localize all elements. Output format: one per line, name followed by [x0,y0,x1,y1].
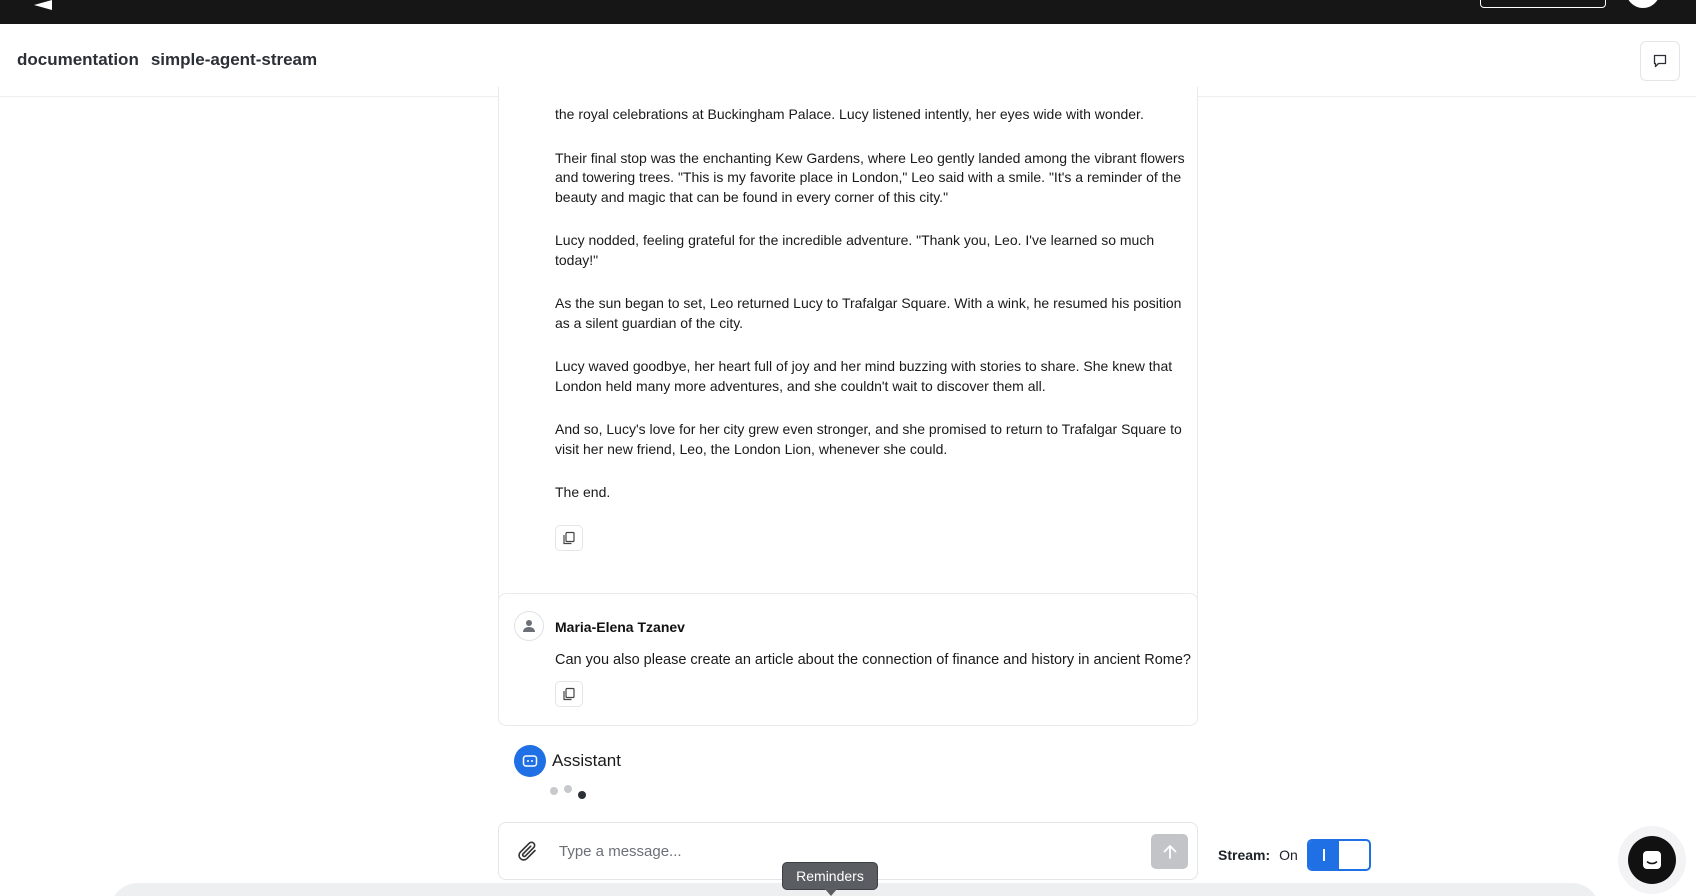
assistant-header [514,745,621,777]
user-message-author: Maria-Elena Tzanev [555,619,685,635]
breadcrumb-project[interactable]: documentation [17,50,139,69]
account-avatar[interactable] [1626,0,1660,8]
story-paragraph: And so, Lucy's love for her city grew even stronger, and she promised to return to Trafalgar Square to visit her new friend, Leo, the London Lion, whenever she could. [555,421,1182,457]
user-icon [521,618,537,634]
story-paragraph: Lucy waved goodbye, her heart full of joy and her mind buzzing with stories to share. She knew that London held many more adventures, and she couldn't wait to discover them all. [555,358,1173,394]
chat-panel-button[interactable] [1640,41,1680,81]
send-button[interactable] [1151,834,1188,869]
reminders-tooltip: Reminders [782,862,878,890]
assistant-message-card [498,87,1198,672]
chat-area [0,97,1696,896]
toggle-on-segment [1309,841,1339,869]
support-chat-button[interactable] [1628,836,1676,884]
story-paragraph: the royal celebrations at Buckingham Palace. Lucy listened intently, her eyes wide with wonder. [555,106,1144,122]
stream-control [1218,839,1371,871]
copy-icon [562,531,576,545]
user-message-card [498,593,1198,726]
avatar [514,611,544,641]
chat-icon [1640,848,1664,872]
breadcrumb [17,50,317,70]
story-paragraph: The end. [555,484,611,500]
top-bar [0,0,1696,24]
attach-button[interactable] [513,837,543,867]
logo-icon[interactable] [34,0,52,10]
story-paragraph: As the sun began to set, Leo returned Lucy to Trafalgar Square. With a wink, he resumed his position as a silent guardian of the city. [555,295,1182,331]
arrow-up-icon [1161,843,1179,861]
typing-dot [550,787,558,795]
stream-state: On [1279,847,1298,863]
bot-icon [514,745,546,777]
stream-toggle[interactable] [1307,839,1371,871]
copy-button[interactable] [555,681,583,707]
user-message-text: Can you also please create an article about the connection of finance and history in ancient Rome? [555,652,1191,668]
paperclip-icon [515,839,541,865]
assistant-message-text [555,105,1187,527]
bot-face-icon [521,752,539,770]
copy-button[interactable] [555,525,583,551]
story-paragraph: Their final stop was the enchanting Kew Gardens, where Leo gently landed among the vibrant flowers and towering trees. "This is my favorite place in London," Leo said with a smile. "It's a reminder of the beauty and magic that can be found in every corner of this city." [555,149,1185,205]
top-bar-button[interactable] [1480,0,1606,8]
message-square-icon [1652,53,1668,69]
copy-icon [562,687,576,701]
typing-dot [564,785,572,793]
assistant-label: Assistant [552,751,621,770]
typing-indicator [550,785,586,799]
story-paragraph: Lucy nodded, feeling grateful for the incredible adventure. "Thank you, Leo. I've learned so much today!" [555,232,1155,268]
stream-label: Stream: [1218,847,1271,863]
breadcrumb-page[interactable]: simple-agent-stream [150,50,318,69]
typing-dot [578,791,586,799]
